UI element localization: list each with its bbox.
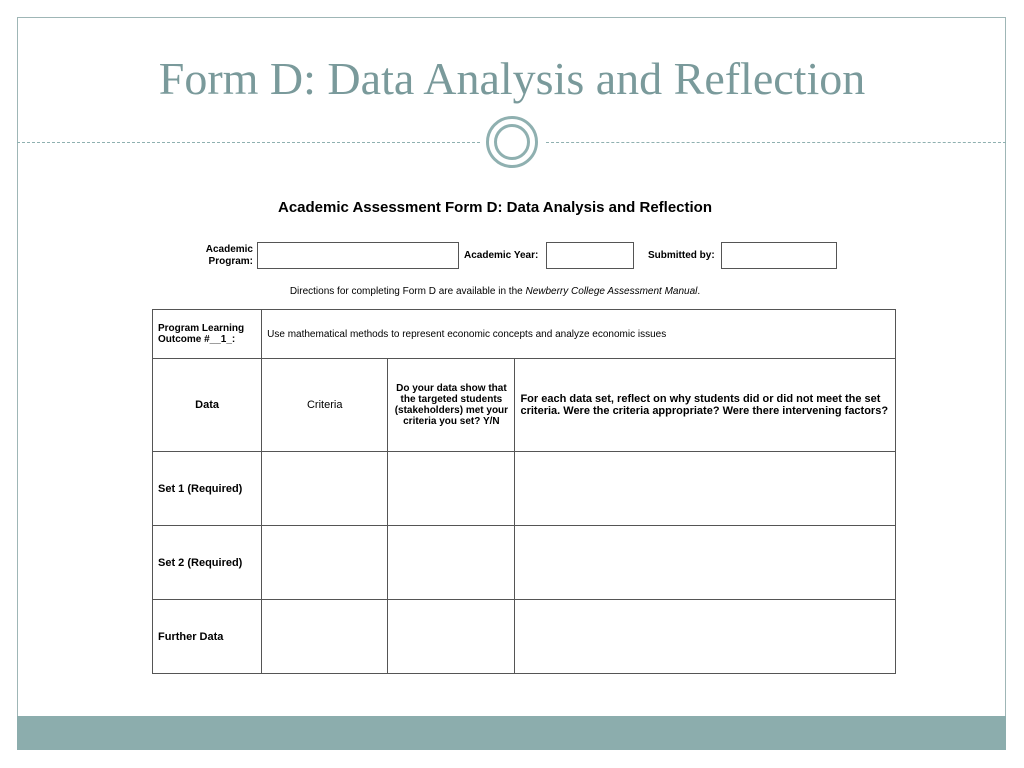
outcome-row: [153, 310, 896, 359]
header-data: Data: [153, 359, 262, 452]
academic-year-field[interactable]: [546, 242, 634, 269]
submitted-by-label: Submitted by:: [648, 250, 715, 261]
header-criteria: Criteria: [262, 359, 388, 452]
row-label: Set 1 (Required): [153, 452, 262, 526]
reflection-cell[interactable]: [515, 452, 896, 526]
footer-bar: [17, 716, 1006, 750]
table-row: [153, 600, 896, 674]
directions-text: [0, 286, 990, 297]
row-label: Set 2 (Required): [153, 526, 262, 600]
header-row: [153, 359, 896, 452]
title-divider-right: [546, 142, 1006, 143]
ring-ornament-icon: [486, 116, 538, 168]
criteria-cell[interactable]: [262, 600, 388, 674]
title-divider-left: [17, 142, 480, 143]
table-row: [153, 452, 896, 526]
criteria-cell[interactable]: [262, 526, 388, 600]
academic-program-field[interactable]: [257, 242, 459, 269]
submitted-by-field[interactable]: [721, 242, 837, 269]
table-row: [153, 526, 896, 600]
criteria-cell[interactable]: [262, 452, 388, 526]
directions-suffix: .: [697, 286, 701, 297]
header-criteria-met: Do your data show that the targeted students (stakeholders) met your criteria you set? Y/N: [388, 359, 515, 452]
header-reflection: For each data set, reflect on why students did or did not meet the set criteria. Were the criteria appropriate? Were there intervening factors?: [515, 359, 896, 452]
reflection-cell[interactable]: [515, 600, 896, 674]
assessment-manual-title: Newberry College Assessment Manual: [525, 286, 698, 297]
criteria-met-cell[interactable]: [388, 600, 515, 674]
criteria-met-cell[interactable]: [388, 452, 515, 526]
academic-year-label: Academic Year:: [464, 250, 539, 261]
directions-prefix: Directions for completing Form D are available in the: [289, 286, 526, 297]
form-heading: Academic Assessment Form D: Data Analysis and Reflection: [277, 199, 713, 216]
outcome-label: Program Learning Outcome #__1_:: [153, 310, 262, 359]
slide-title: Form D: Data Analysis and Reflection: [158, 53, 866, 104]
row-label: Further Data: [153, 600, 262, 674]
academic-program-label: Academic Program:: [205, 244, 253, 267]
criteria-met-cell[interactable]: [388, 526, 515, 600]
assessment-table: [152, 309, 896, 674]
outcome-text: Use mathematical methods to represent economic concepts and analyze economic issues: [262, 310, 896, 359]
reflection-cell[interactable]: [515, 526, 896, 600]
